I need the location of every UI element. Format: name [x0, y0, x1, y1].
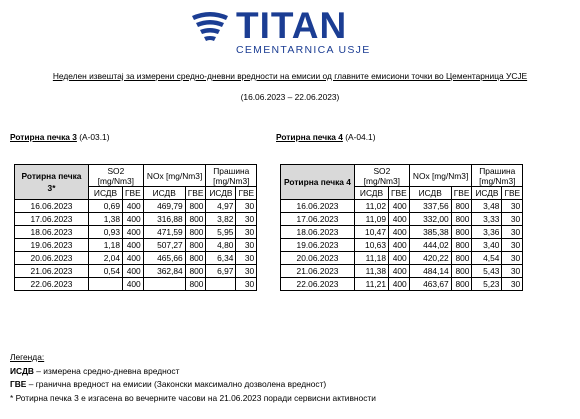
table-cell: 30 [502, 265, 523, 278]
table-cell: 30 [236, 213, 257, 226]
table-cell: 400 [123, 213, 144, 226]
table-subheader-gve: ГВЕ [389, 187, 410, 200]
table-cell: 30 [502, 226, 523, 239]
kiln4-emissions-table [280, 164, 523, 291]
table-cell: 18.06.2023 [15, 226, 89, 239]
table-cell [143, 278, 185, 291]
table-row [15, 200, 257, 213]
table-cell: 400 [123, 200, 144, 213]
table-subheader-isdv: ИСДВ [143, 187, 185, 200]
table-row [281, 200, 523, 213]
table-cell: 30 [502, 278, 523, 291]
legend-note: * Ротирна печка 3 е изгасена во вечерните часови на 21.06.2023 поради сервисни активности [10, 392, 376, 403]
table-cell: 10,63 [355, 239, 389, 252]
table-cell: 19.06.2023 [281, 239, 355, 252]
table-cell: 400 [389, 265, 410, 278]
table-cell: 17.06.2023 [281, 213, 355, 226]
table-row [15, 278, 257, 291]
logo-subtitle: CEMENTARNICA USJE [236, 44, 371, 56]
table-cell: 1,18 [89, 239, 123, 252]
table-cell: 30 [502, 213, 523, 226]
table-subheader-isdv: ИСДВ [355, 187, 389, 200]
table-cell: 30 [236, 200, 257, 213]
table-header-group: NOx [mg/Nm3] [409, 165, 472, 187]
table-cell: 385,38 [409, 226, 451, 239]
table-cell: 6,97 [206, 265, 236, 278]
table-cell: 337,56 [409, 200, 451, 213]
table-cell: 420,22 [409, 252, 451, 265]
kiln3-code: (А-03.1) [79, 132, 110, 142]
logo-title: TITAN [236, 5, 348, 46]
table-row [281, 265, 523, 278]
table-subheader-isdv: ИСДВ [409, 187, 451, 200]
table-subheader-isdv: ИСДВ [206, 187, 236, 200]
table-cell: 30 [236, 252, 257, 265]
table-cell: 30 [236, 226, 257, 239]
table-cell: 362,84 [143, 265, 185, 278]
table-cell: 21.06.2023 [281, 265, 355, 278]
table-cell: 400 [389, 252, 410, 265]
table-cell: 800 [185, 265, 206, 278]
table-cell: 11,09 [355, 213, 389, 226]
table-row [15, 239, 257, 252]
table-cell: 332,00 [409, 213, 451, 226]
table-cell: 469,79 [143, 200, 185, 213]
table-cell: 444,02 [409, 239, 451, 252]
table-cell: 463,67 [409, 278, 451, 291]
kiln3-emissions-table [14, 164, 257, 291]
table-cell: 17.06.2023 [15, 213, 89, 226]
table-cell: 30 [236, 278, 257, 291]
table-cell: 400 [389, 278, 410, 291]
table-row [281, 252, 523, 265]
table-header-group: Прашина [mg/Nm3] [472, 165, 523, 187]
table-cell: 465,66 [143, 252, 185, 265]
table-cell: 0,54 [89, 265, 123, 278]
table-cell: 800 [451, 252, 472, 265]
table-cell: 21.06.2023 [15, 265, 89, 278]
report-period: (16.06.2023 – 22.06.2023) [240, 92, 340, 102]
table-cell: 11,21 [355, 278, 389, 291]
legend-item-isdv: ИСДВ – измерена средно-дневна вредност [10, 365, 180, 376]
table-cell: 4,97 [206, 200, 236, 213]
table-cell: 2,04 [89, 252, 123, 265]
table-row [281, 226, 523, 239]
table-cell: 3,33 [472, 213, 502, 226]
table-subheader-gve: ГВЕ [236, 187, 257, 200]
table-cell: 400 [389, 213, 410, 226]
table-cell: 30 [236, 239, 257, 252]
table-cell: 10,47 [355, 226, 389, 239]
table-cell: 5,95 [206, 226, 236, 239]
table-cell: 18.06.2023 [281, 226, 355, 239]
kiln3-name: Ротирна печка 3 [10, 132, 77, 142]
table-cell: 800 [185, 200, 206, 213]
table-header-kiln: Ротирна печка 4 [281, 165, 355, 200]
table-cell: 22.06.2023 [281, 278, 355, 291]
table-cell: 4,54 [472, 252, 502, 265]
table-cell: 800 [451, 278, 472, 291]
kiln4-code: (А-04.1) [345, 132, 376, 142]
table-cell: 6,34 [206, 252, 236, 265]
table-cell: 507,27 [143, 239, 185, 252]
table-cell: 16.06.2023 [281, 200, 355, 213]
table-cell: 22.06.2023 [15, 278, 89, 291]
table-cell: 3,40 [472, 239, 502, 252]
table-cell: 30 [502, 200, 523, 213]
table-cell: 3,48 [472, 200, 502, 213]
table-cell: 3,36 [472, 226, 502, 239]
table-header-group: NOx [mg/Nm3] [143, 165, 206, 187]
table-subheader-gve: ГВЕ [502, 187, 523, 200]
table-row [15, 265, 257, 278]
titan-logo-mark-icon [188, 10, 232, 42]
titan-logo [188, 6, 398, 64]
table-subheader-gve: ГВЕ [451, 187, 472, 200]
table-cell: 11,38 [355, 265, 389, 278]
table-cell: 316,88 [143, 213, 185, 226]
table-cell: 1,38 [89, 213, 123, 226]
table-cell: 3,82 [206, 213, 236, 226]
table-header-group: SO2 [mg/Nm3] [355, 165, 410, 187]
table-header-group: Прашина [mg/Nm3] [206, 165, 257, 187]
table-cell: 400 [123, 252, 144, 265]
table-cell: 20.06.2023 [15, 252, 89, 265]
legend-title: Легенда: [10, 352, 45, 362]
table-row [281, 239, 523, 252]
table-cell: 800 [185, 239, 206, 252]
table-cell: 471,59 [143, 226, 185, 239]
table-cell: 800 [185, 226, 206, 239]
table-header-kiln: Ротирна печка 3* [15, 165, 89, 200]
table-row [281, 213, 523, 226]
table-cell: 5,43 [472, 265, 502, 278]
kiln4-name: Ротирна печка 4 [276, 132, 343, 142]
table-cell: 800 [451, 265, 472, 278]
table-row [281, 278, 523, 291]
table-row [15, 213, 257, 226]
table-cell: 11,18 [355, 252, 389, 265]
table-cell: 400 [389, 200, 410, 213]
table-cell: 400 [389, 226, 410, 239]
legend [10, 351, 376, 405]
table-header-group: SO2 [mg/Nm3] [89, 165, 144, 187]
legend-item-gve: ГВЕ – гранична вредност на емисии (Законски максимално дозволена вредност) [10, 379, 327, 389]
table-cell: 800 [451, 200, 472, 213]
table-cell: 800 [451, 239, 472, 252]
table-cell: 5,23 [472, 278, 502, 291]
table-cell: 4,80 [206, 239, 236, 252]
table-cell: 400 [123, 239, 144, 252]
report-title: Неделен извештај за измерени средно-дневни вредности на емисии од главните емисиони точки во Цементарница УСЈЕ [52, 71, 528, 81]
table-subheader-isdv: ИСДВ [89, 187, 123, 200]
table-row [15, 252, 257, 265]
table-cell: 400 [123, 278, 144, 291]
table-cell: 400 [123, 265, 144, 278]
table-cell: 0,93 [89, 226, 123, 239]
table-cell: 16.06.2023 [15, 200, 89, 213]
table-subheader-gve: ГВЕ [123, 187, 144, 200]
table-cell: 19.06.2023 [15, 239, 89, 252]
table-cell: 800 [185, 278, 206, 291]
table-cell: 11,02 [355, 200, 389, 213]
table-subheader-gve: ГВЕ [185, 187, 206, 200]
table-cell: 30 [502, 252, 523, 265]
table-cell [206, 278, 236, 291]
table-cell: 484,14 [409, 265, 451, 278]
table-cell: 800 [451, 213, 472, 226]
table-cell: 30 [502, 239, 523, 252]
table-cell: 800 [185, 252, 206, 265]
table-cell: 400 [123, 226, 144, 239]
table-subheader-isdv: ИСДВ [472, 187, 502, 200]
table-cell: 30 [236, 265, 257, 278]
table-cell: 800 [185, 213, 206, 226]
table-row [15, 226, 257, 239]
table-cell: 800 [451, 226, 472, 239]
table-cell [89, 278, 123, 291]
table-cell: 0,69 [89, 200, 123, 213]
kiln4-title [276, 132, 376, 142]
table-cell: 400 [389, 239, 410, 252]
table-cell: 20.06.2023 [281, 252, 355, 265]
kiln3-title [10, 132, 110, 142]
